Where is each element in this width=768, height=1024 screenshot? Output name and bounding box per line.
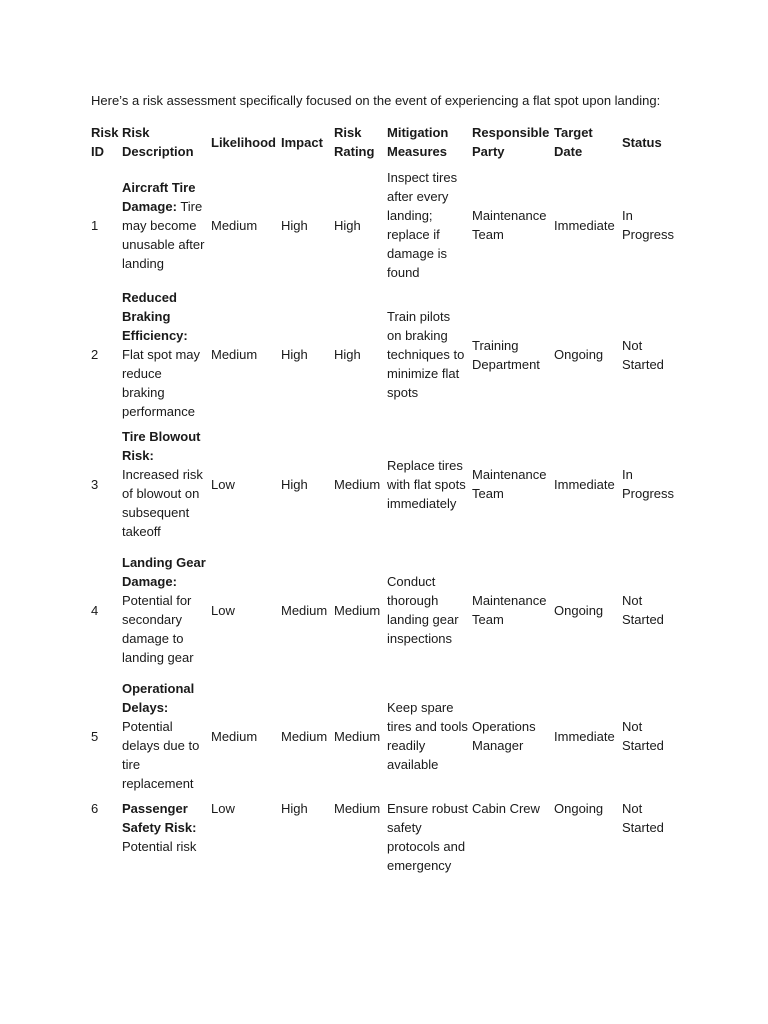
- cell-mitigation: Train pilots on braking techniques to minimize flat spots: [387, 309, 465, 400]
- cell-risk-description: [120, 162, 209, 288]
- header-risk-description: Risk Description: [122, 125, 194, 159]
- cell-status: Not Started: [622, 593, 664, 627]
- table-row: [89, 547, 681, 673]
- cell-mitigation: Inspect tires after every landing; replace if damage is found: [387, 170, 458, 280]
- cell-risk-description: [120, 673, 209, 799]
- cell-responsible-party: Maintenance Team: [472, 208, 547, 242]
- cell-risk-id: 3: [91, 476, 99, 492]
- cell-responsible-party: Maintenance Team: [472, 593, 547, 627]
- cell-risk-rating: Medium: [334, 476, 381, 492]
- risk-title: Reduced Braking Efficiency:: [122, 290, 188, 343]
- cell-risk-id: 5: [91, 728, 99, 744]
- table-row: [89, 799, 681, 919]
- risk-table-container: [89, 122, 681, 924]
- cell-likelihood: Medium: [211, 728, 258, 744]
- cell-risk-rating: High: [334, 217, 361, 233]
- cell-risk-id: 6: [91, 801, 99, 816]
- cell-responsible-party: Operations Manager: [472, 719, 536, 753]
- cell-likelihood: Low: [211, 801, 235, 816]
- cell-target-date: Immediate: [554, 728, 615, 744]
- cell-status: Not Started: [622, 801, 664, 835]
- table-header-row: [89, 122, 681, 162]
- cell-risk-id: 2: [91, 347, 99, 362]
- cell-likelihood: Medium: [211, 217, 258, 233]
- cell-responsible-party: Cabin Crew: [472, 801, 540, 816]
- risk-title: Aircraft Tire Damage:: [122, 179, 196, 214]
- cell-mitigation: Conduct thorough landing gear inspections: [387, 574, 459, 646]
- cell-impact: High: [281, 217, 308, 233]
- cell-mitigation: Keep spare tires and tools readily available: [387, 700, 468, 772]
- header-target-date: Target Date: [554, 125, 593, 159]
- risk-detail: Flat spot may reduce braking performance: [122, 347, 201, 419]
- table-row: [89, 673, 681, 799]
- header-responsible-party: Responsible Party: [472, 125, 550, 159]
- cell-status: In Progress: [622, 208, 675, 242]
- header-risk-id: Risk ID: [91, 125, 119, 159]
- cell-risk-description: [120, 799, 209, 919]
- cell-risk-description: [120, 288, 209, 421]
- cell-target-date: Immediate: [554, 217, 615, 233]
- cell-impact: High: [281, 476, 308, 492]
- risk-detail: Tire may become unusable after landing: [122, 198, 205, 271]
- table-row: [89, 288, 681, 421]
- cell-impact: High: [281, 801, 308, 816]
- cell-likelihood: Low: [211, 476, 235, 492]
- risk-detail: Potential for secondary damage to landing gear: [122, 593, 194, 665]
- table-row: [89, 162, 681, 288]
- cell-impact: High: [281, 347, 308, 362]
- cell-mitigation: Ensure robust safety protocols and emergency: [387, 801, 468, 873]
- header-status: Status: [622, 134, 662, 150]
- cell-risk-rating: Medium: [334, 728, 381, 744]
- cell-risk-description: [120, 421, 209, 547]
- cell-impact: Medium: [281, 728, 328, 744]
- cell-target-date: Ongoing: [554, 801, 604, 816]
- cell-risk-id: 4: [91, 602, 99, 618]
- risk-title: Tire Blowout Risk:: [122, 429, 201, 463]
- header-impact: Impact: [281, 134, 323, 150]
- risk-title: Operational Delays:: [122, 681, 195, 715]
- cell-status: Not Started: [622, 719, 664, 753]
- cell-target-date: Ongoing: [554, 347, 604, 362]
- cell-risk-rating: Medium: [334, 801, 381, 816]
- cell-responsible-party: Training Department: [472, 337, 540, 372]
- cell-risk-rating: High: [334, 347, 361, 362]
- cell-risk-description: [120, 547, 209, 673]
- header-mitigation-measures: Mitigation Measures: [387, 125, 449, 159]
- cell-likelihood: Low: [211, 602, 235, 618]
- risk-title: Landing Gear Damage:: [122, 555, 206, 589]
- table-row: [89, 421, 681, 547]
- header-likelihood: Likelihood: [211, 134, 276, 150]
- header-risk-rating: Risk Rating: [334, 125, 375, 159]
- cell-mitigation: Replace tires with flat spots immediately: [387, 457, 466, 511]
- risk-assessment-table: [89, 122, 681, 919]
- cell-risk-id: 1: [91, 217, 99, 233]
- cell-risk-rating: Medium: [334, 602, 381, 618]
- risk-title: Passenger Safety Risk:: [122, 801, 197, 835]
- cell-status: In Progress: [622, 467, 675, 501]
- intro-text: Here’s a risk assessment specifically focused on the event of experiencing a flat spot upon landing:: [91, 93, 661, 108]
- cell-status: Not Started: [622, 337, 664, 372]
- cell-impact: Medium: [281, 602, 328, 618]
- cell-responsible-party: Maintenance Team: [472, 467, 547, 501]
- cell-target-date: Ongoing: [554, 602, 604, 618]
- risk-detail: Potential risk: [122, 839, 197, 854]
- cell-target-date: Immediate: [554, 476, 615, 492]
- risk-detail: Increased risk of blowout on subsequent takeoff: [122, 467, 203, 539]
- cell-likelihood: Medium: [211, 347, 258, 362]
- risk-detail: Potential delays due to tire replacement: [122, 719, 200, 791]
